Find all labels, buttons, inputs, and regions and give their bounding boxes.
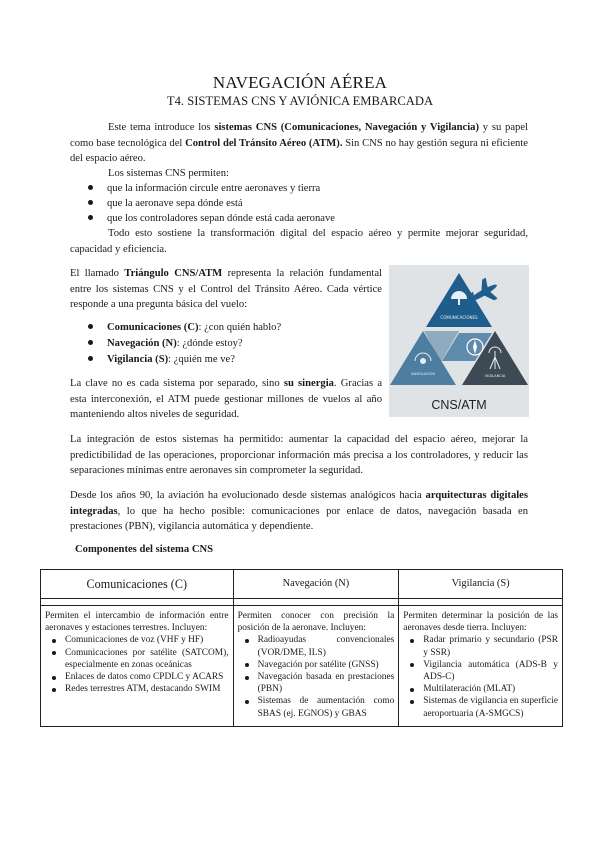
figure-caption: CNS/ATM bbox=[431, 398, 487, 412]
list-item: Comunicaciones por satélite (SATCOM), especialmente en zonas oceánicas bbox=[65, 647, 229, 670]
list-item: Redes terrestres ATM, destacando SWIM bbox=[65, 683, 229, 695]
list-item: Enlaces de datos como CPDLC y ACARS bbox=[65, 671, 229, 683]
cell-intro: Permiten determinar la posición de las aeronaves desde tierra. Incluyen: bbox=[403, 611, 558, 634]
cell-intro: Permiten el intercambio de información entre aeronaves y estaciones terrestres. Incluyen: bbox=[45, 611, 229, 634]
triangle-bullet: Navegación (N): ¿dónde estoy? bbox=[88, 336, 243, 352]
page-subtitle: T4. SISTEMAS CNS Y AVIÓNICA EMBARCADA bbox=[166, 94, 434, 108]
table-header-row bbox=[41, 570, 563, 599]
column-header-surveillance: Vigilancia (S) bbox=[399, 570, 563, 599]
list-item: Comunicaciones de voz (VHF y HF) bbox=[65, 634, 229, 646]
table-row bbox=[41, 606, 563, 727]
page-title: NAVEGACIÓN AÉREA bbox=[212, 73, 388, 92]
list-item: Radioayudas convencionales (VOR/DME, ILS) bbox=[257, 635, 395, 658]
list-item: Navegación basada en prestaciones (PBN) bbox=[257, 672, 395, 695]
column-header-communications: Comunicaciones (C) bbox=[41, 570, 234, 599]
synergy-paragraph: La clave no es cada sistema por separado, sino su sinergia. Gracias a esta interconexión, el ATM puede gestionar millones de vuelos al año manteniendo altos niveles de seguridad. bbox=[70, 378, 383, 421]
left-label: NAVEGACIÓN bbox=[411, 372, 435, 376]
intro-permiten: Los sistemas CNS permiten: bbox=[108, 168, 229, 179]
integration-paragraph: La integración de estos sistemas ha permitido: aumentar la capacidad del espacio aéreo, mejorar la predictibilidad de las operaciones, proporcionar información más precisa a los controladores, y reducir las separaciones mínimas entre aeronaves sin comprometer la seguridad. bbox=[70, 434, 528, 477]
surveillance-cell bbox=[399, 606, 563, 727]
list-item: Sistemas de aumentación como SBAS (ej. EGNOS) y GBAS bbox=[257, 696, 395, 719]
list-item: Radar primario y secundario (PSR y SSR) bbox=[423, 635, 558, 658]
triangle-paragraph: El llamado Triángulo CNS/ATM representa la relación fundamental entre los sistemas CNS y el Control del Tránsito Aéreo. Cada vértice responde a una pregunta básica del vuelo: bbox=[70, 268, 382, 311]
column-header-navigation: Navegación (N) bbox=[233, 570, 399, 599]
components-heading: Componentes del sistema CNS bbox=[75, 544, 214, 555]
cell-intro: Permiten conocer con precisión la posición de la aeronave. Incluyen: bbox=[237, 611, 395, 634]
intro-closing: Todo esto sostiene la transformación digital del espacio aéreo y permite mejorar seguridad, capacidad y eficiencia. bbox=[70, 228, 528, 255]
evolution-paragraph: Desde los años 90, la aviación ha evolucionado desde sistemas analógicos hacia arquitecturas digitales integradas, lo que ha hecho posible: comunicaciones por enlace de datos, navegación basada en prestaciones (PBN), vigilancia automática y dependiente. bbox=[70, 490, 529, 533]
cns-atm-figure bbox=[389, 265, 529, 417]
top-label: COMUNICACIONES bbox=[440, 315, 478, 320]
list-item: Sistemas de vigilancia en superficie aeroportuaria (A-SMGCS) bbox=[423, 696, 558, 719]
intro-bullet: que los controladores sepan dónde está cada aeronave bbox=[88, 211, 335, 227]
triangle-bullet: Comunicaciones (C): ¿con quién hablo? bbox=[88, 320, 281, 336]
list-item: Multilateración (MLAT) bbox=[423, 683, 558, 695]
navigation-cell bbox=[233, 606, 399, 727]
intro-bullet: que la aeronave sepa dónde está bbox=[88, 196, 243, 212]
list-item: Navegación por satélite (GNSS) bbox=[258, 659, 395, 671]
cns-triangle-diagram bbox=[389, 265, 529, 417]
triangle-bullet: Vigilancia (S): ¿quién me ve? bbox=[88, 352, 235, 368]
right-label: VIGILANCIA bbox=[484, 374, 506, 378]
communications-cell bbox=[41, 606, 234, 727]
list-item: Vigilancia automática (ADS-B y ADS-C) bbox=[423, 659, 558, 683]
intro-bullet: que la información circule entre aeronaves y tierra bbox=[88, 181, 320, 197]
intro-paragraph: Este tema introduce los sistemas CNS (Comunicaciones, Navegación y Vigilancia) y su papel como base tecnológica del Control del Tránsito Aéreo (ATM). Sin CNS no hay gestión segura ni eficiente del espacio aéreo. bbox=[70, 122, 528, 165]
components-table bbox=[40, 569, 563, 727]
